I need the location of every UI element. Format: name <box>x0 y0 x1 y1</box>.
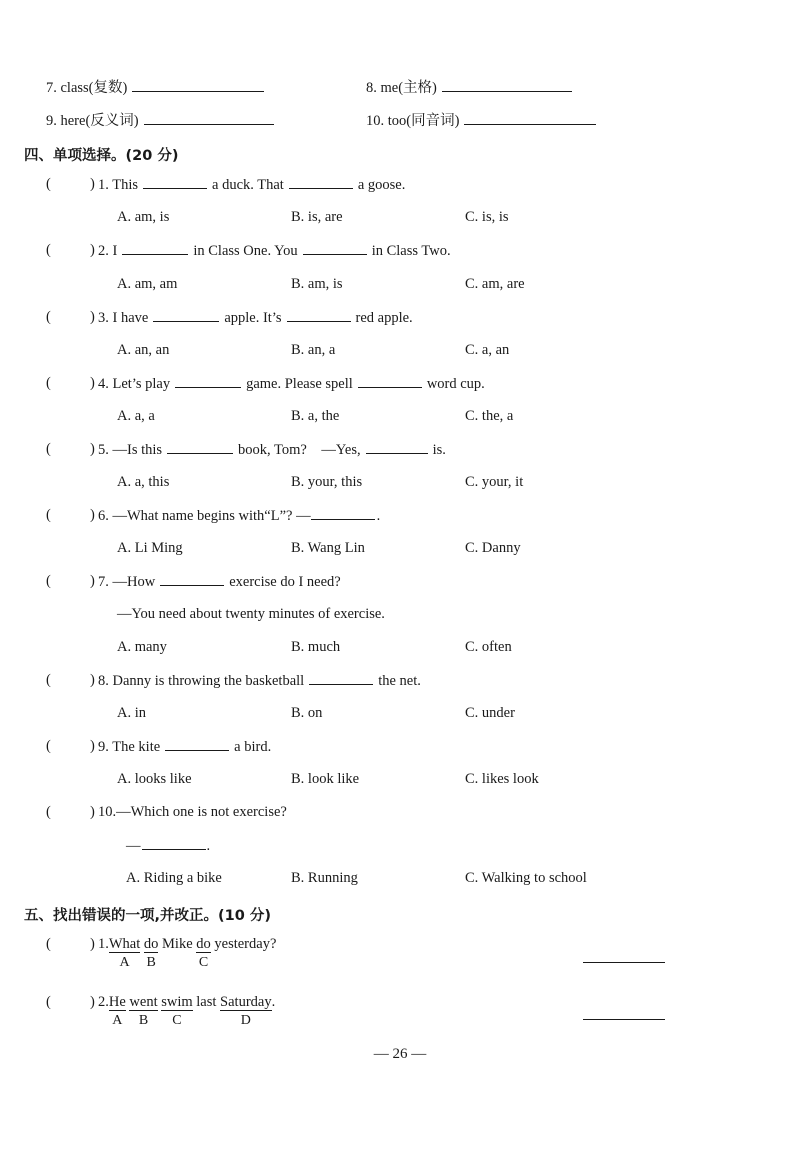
option-a[interactable]: A. an, an <box>117 342 170 358</box>
question-text: exercise do I need? <box>229 574 341 590</box>
answer-paren-close: ) <box>90 573 95 589</box>
answer-blank[interactable] <box>153 309 219 322</box>
answer-paren-close: ) <box>90 672 95 688</box>
question-text: apple. It’s <box>224 310 282 326</box>
answer-blank[interactable] <box>358 375 422 388</box>
question-number: 1. <box>98 177 109 193</box>
answer-paren-close: ) <box>90 375 95 391</box>
question-1 <box>98 176 405 194</box>
option-letter: B <box>138 1013 149 1028</box>
question-text: a duck. That <box>212 177 284 193</box>
underlined-option-c[interactable] <box>161 994 193 1028</box>
option-letter: A <box>112 1013 123 1028</box>
question-8 <box>98 672 421 690</box>
question-number: 3. <box>98 310 109 326</box>
question-7-line-2: —You need about twenty minutes of exercise. <box>117 606 385 622</box>
fill-item-7 <box>46 76 269 97</box>
question-text: a bird. <box>234 739 272 755</box>
underlined-word: What <box>108 936 141 952</box>
option-a[interactable]: A. looks like <box>117 771 192 787</box>
answer-blank[interactable] <box>311 507 375 520</box>
question-text: I have <box>112 310 149 326</box>
question-text: yesterday? <box>214 936 277 952</box>
question-10 <box>98 804 287 821</box>
question-6 <box>98 507 380 525</box>
option-a[interactable]: A. am, is <box>117 209 170 225</box>
answer-blank[interactable] <box>175 375 241 388</box>
option-c[interactable]: C. under <box>465 705 515 721</box>
question-text: in Class Two. <box>371 243 451 259</box>
answer-paren-open: ( <box>46 441 51 457</box>
question-text: Mike <box>162 936 193 952</box>
error-question-1 <box>98 936 277 970</box>
option-c[interactable]: C. Danny <box>465 540 521 556</box>
option-letter: A <box>119 955 130 970</box>
question-number: 8. <box>98 673 109 689</box>
correction-line[interactable] <box>583 1019 665 1020</box>
fill-item-10 <box>366 109 601 130</box>
question-text: a goose. <box>357 177 406 193</box>
underlined-word: went <box>129 994 158 1010</box>
answer-paren-close: ) <box>90 936 95 952</box>
answer-paren-close: ) <box>90 441 95 457</box>
question-text: in Class One. You <box>193 243 298 259</box>
question-number: 10. <box>98 804 117 820</box>
question-3 <box>98 309 413 327</box>
option-letter: C <box>198 955 209 970</box>
option-b[interactable]: B. is, are <box>291 209 343 225</box>
answer-paren-open: ( <box>46 309 51 325</box>
option-a[interactable]: A. Riding a bike <box>126 870 222 886</box>
question-text: —How <box>112 574 156 590</box>
question-text: —Which one is not exercise? <box>116 804 287 820</box>
question-text: Danny is throwing the basketball <box>112 673 305 689</box>
fill-item-9-label: 9. here(反义词) <box>46 113 139 129</box>
question-2 <box>98 242 451 260</box>
question-5 <box>98 441 446 459</box>
fill-item-7-blank[interactable] <box>132 79 264 92</box>
error-question-2 <box>98 994 276 1028</box>
question-7 <box>98 573 341 591</box>
option-b[interactable]: B. your, this <box>291 474 363 490</box>
option-c[interactable]: C. the, a <box>465 408 514 424</box>
underlined-word: swim <box>161 994 193 1010</box>
question-number: 1. <box>98 936 109 952</box>
answer-blank[interactable] <box>122 242 188 255</box>
answer-paren-close: ) <box>90 994 95 1010</box>
answer-paren-open: ( <box>46 176 51 192</box>
option-b[interactable]: B. am, is <box>291 276 343 292</box>
answer-blank[interactable] <box>165 738 229 751</box>
option-c[interactable]: C. a, an <box>465 342 510 358</box>
answer-paren-open: ( <box>46 573 51 589</box>
answer-blank[interactable] <box>309 672 373 685</box>
answer-paren-open: ( <box>46 994 51 1010</box>
question-number: 4. <box>98 376 109 392</box>
question-4 <box>98 375 485 393</box>
option-letter: D <box>240 1013 251 1028</box>
question-number: 6. <box>98 508 109 524</box>
answer-paren-open: ( <box>46 672 51 688</box>
question-text: —Yes, <box>321 442 361 458</box>
option-c[interactable]: C. often <box>465 639 512 655</box>
option-c[interactable]: C. is, is <box>465 209 509 225</box>
option-c[interactable]: C. likes look <box>465 771 539 787</box>
answer-paren-open: ( <box>46 936 51 952</box>
answer-blank[interactable] <box>303 242 367 255</box>
question-text: —Is this <box>112 442 163 458</box>
question-number: 5. <box>98 442 109 458</box>
option-a[interactable]: A. Li Ming <box>117 540 183 556</box>
answer-paren-open: ( <box>46 375 51 391</box>
underlined-word: He <box>108 994 126 1010</box>
option-a[interactable]: A. a, a <box>117 408 155 424</box>
question-text: is. <box>432 442 446 458</box>
option-b[interactable]: B. a, the <box>291 408 340 424</box>
underlined-option-c[interactable] <box>196 936 211 970</box>
answer-paren-close: ) <box>90 507 95 523</box>
answer-paren-open: ( <box>46 242 51 258</box>
underlined-option-a[interactable] <box>108 936 141 970</box>
question-text: The kite <box>112 739 161 755</box>
question-text: Let’s play <box>112 376 171 392</box>
question-text: word cup. <box>426 376 485 392</box>
option-b[interactable]: B. Running <box>291 870 358 886</box>
underlined-option-d[interactable] <box>220 994 272 1028</box>
option-b[interactable]: B. on <box>291 705 323 721</box>
section-4-heading: 四、单项选择。(20 分) <box>24 148 179 164</box>
option-a[interactable]: A. many <box>117 639 167 655</box>
option-b[interactable]: B. an, a <box>291 342 336 358</box>
question-number: 9. <box>98 739 109 755</box>
question-text: This <box>112 177 139 193</box>
question-number: 2. <box>98 243 109 259</box>
answer-paren-open: ( <box>46 804 51 820</box>
underlined-option-a[interactable] <box>108 994 126 1028</box>
question-number: 7. <box>98 574 109 590</box>
question-text: red apple. <box>355 310 413 326</box>
section-5-heading: 五、找出错误的一项,并改正。(10 分) <box>24 908 271 924</box>
question-10-line-2 <box>126 837 210 855</box>
question-text: the net. <box>378 673 421 689</box>
underlined-word: do <box>196 936 211 952</box>
option-a[interactable]: A. am, am <box>117 276 178 292</box>
period: . <box>206 838 211 854</box>
option-b[interactable]: B. much <box>291 639 341 655</box>
answer-paren-close: ) <box>90 738 95 754</box>
fill-item-8-blank[interactable] <box>442 79 572 92</box>
fill-item-9-blank[interactable] <box>144 112 274 125</box>
answer-paren-close: ) <box>90 309 95 325</box>
underlined-word: Saturday <box>220 994 272 1010</box>
fill-item-10-blank[interactable] <box>464 112 596 125</box>
answer-blank[interactable] <box>167 441 233 454</box>
option-a[interactable]: A. a, this <box>117 474 170 490</box>
answer-paren-close: ) <box>90 804 95 820</box>
option-b[interactable]: B. Wang Lin <box>291 540 365 556</box>
question-text: . <box>271 994 276 1010</box>
answer-paren-close: ) <box>90 242 95 258</box>
question-text: last <box>196 994 217 1010</box>
option-c[interactable]: C. Walking to school <box>465 870 587 886</box>
option-a[interactable]: A. in <box>117 705 146 721</box>
fill-item-9 <box>46 109 279 130</box>
answer-blank[interactable] <box>366 441 428 454</box>
answer-blank[interactable] <box>143 176 207 189</box>
answer-blank[interactable] <box>160 573 224 586</box>
dash: — <box>126 838 141 854</box>
answer-paren-open: ( <box>46 507 51 523</box>
fill-item-8 <box>366 76 577 97</box>
underlined-word: do <box>143 936 159 952</box>
page-number: — 26 — <box>373 1046 427 1062</box>
question-text: book, Tom? <box>238 442 307 458</box>
fill-item-10-label: 10. too(同音词) <box>366 113 460 129</box>
option-letter: C <box>172 1013 182 1028</box>
fill-item-8-label: 8. me(主格) <box>366 80 437 96</box>
fill-item-7-label: 7. class(复数) <box>46 80 128 96</box>
answer-blank[interactable] <box>289 176 353 189</box>
question-9 <box>98 738 271 756</box>
question-text: —What name begins with“L”? — <box>112 508 311 524</box>
answer-paren-close: ) <box>90 176 95 192</box>
correction-line[interactable] <box>583 962 665 963</box>
option-c[interactable]: C. your, it <box>465 474 524 490</box>
answer-blank[interactable] <box>287 309 351 322</box>
answer-paren-open: ( <box>46 738 51 754</box>
option-letter: B <box>146 955 156 970</box>
question-text: . <box>376 508 381 524</box>
question-text: I <box>112 243 118 259</box>
underlined-option-b[interactable] <box>143 936 159 970</box>
option-c[interactable]: C. am, are <box>465 276 525 292</box>
option-b[interactable]: B. look like <box>291 771 360 787</box>
question-text: game. Please spell <box>246 376 353 392</box>
underlined-option-b[interactable] <box>129 994 158 1028</box>
answer-blank[interactable] <box>142 837 206 850</box>
question-number: 2. <box>98 994 109 1010</box>
